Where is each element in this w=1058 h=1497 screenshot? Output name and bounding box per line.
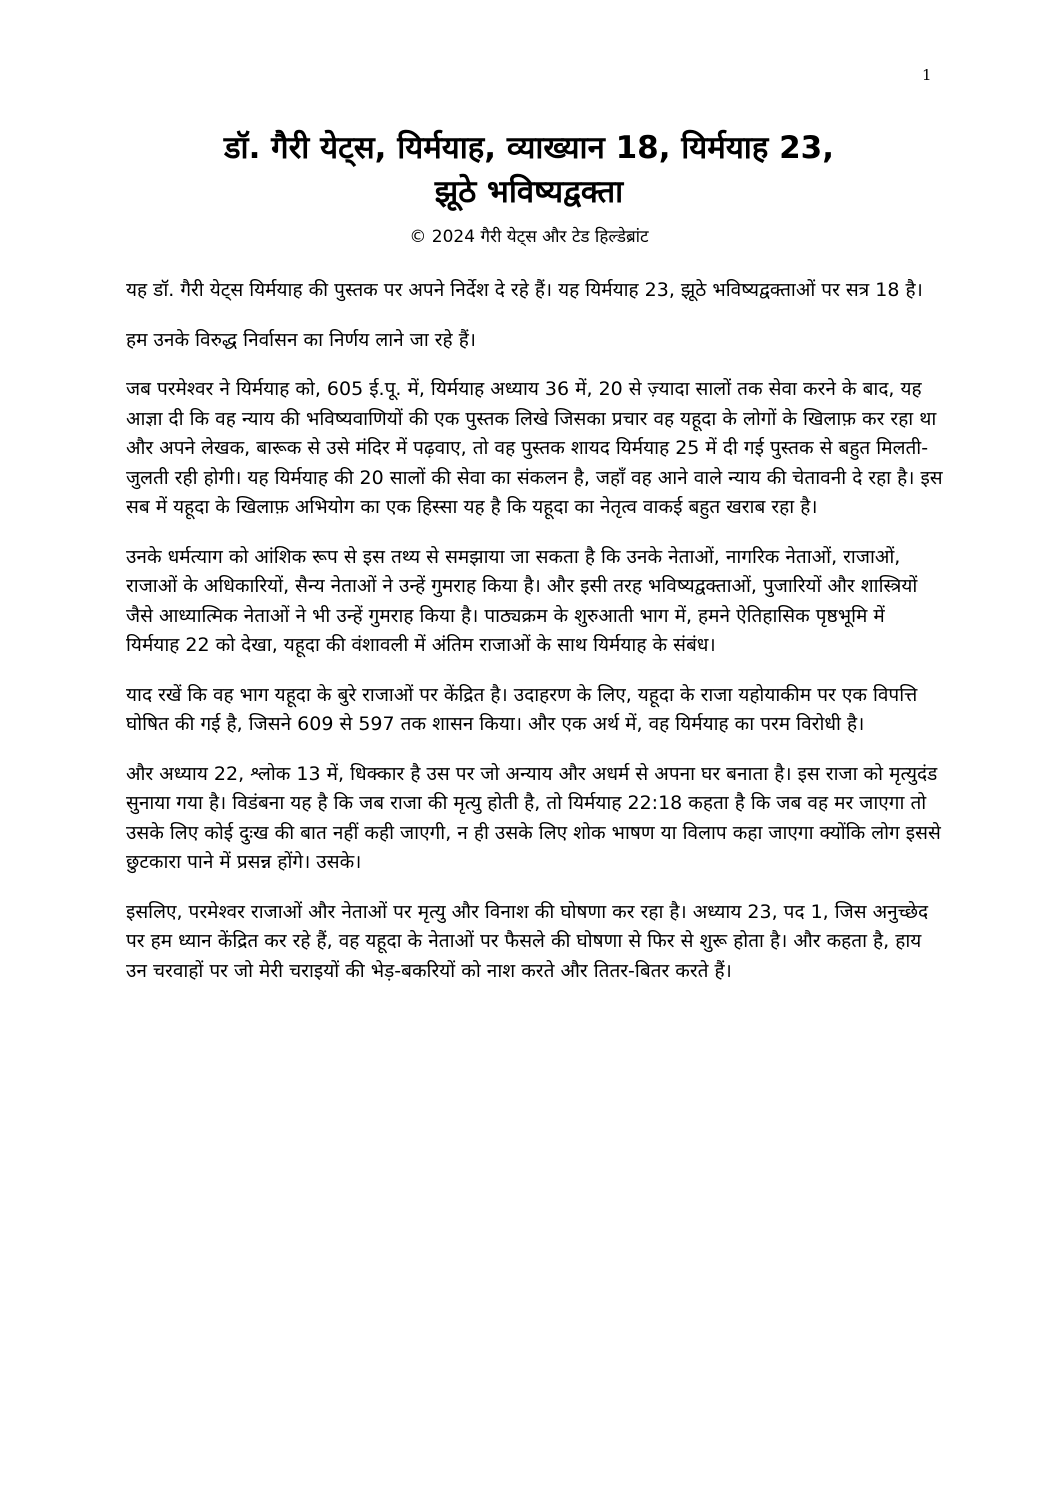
paragraph: उनके धर्मत्याग को आंशिक रूप से इस तथ्य से समझाया जा सकता है कि उनके नेताओं, नागरिक नेताओं, राजाओं, राजाओं के अधिकारियों, सैन्य नेताओं ने उन्हें गुमराह किया है। और इसी तरह भविष्यद्वक्ताओं, पुजारियों और शास्त्रियों जैसे आध्यात्मिक नेताओं ने भी उन्हें गुमराह किया है। पाठ्यक्रम के शुरुआती भाग में, हमने ऐतिहासिक पृष्ठभूमि में यिर्मयाह 22 को देखा, यहूदा की वंशावली में अंतिम राजाओं के साथ यिर्मयाह के संबंध। [126,545,918,656]
page-number: 1 [922,66,932,84]
title-line-1: डॉ. गैरी येट्स, यिर्मयाह, व्याख्यान 18, यिर्मयाह 23, [223,130,835,166]
title-line-2: झूठे भविष्यद्वक्ता [434,174,624,210]
paragraph: इसलिए, परमेश्वर राजाओं और नेताओं पर मृत्यु और विनाश की घोषणा कर रहा है। अध्याय 23, पद 1, जिस अनुच्छेद पर हम ध्यान केंद्रित कर रहे हैं, वह यहूदा के नेताओं पर फैसले की घोषणा से फिर से शुरू होता है। और कहता है, हाय उन चरवाहों पर जो मेरी चराइयों की भेड़-बकरियों को नाश करते और तितर-बितर करते हैं। [126,900,929,982]
body-text [126,276,944,1006]
paragraph: जब परमेश्वर ने यिर्मयाह को, 605 ई.पू. में, यिर्मयाह अध्याय 36 में, 20 से ज़्यादा सालों तक सेवा करने के बाद, यह आज्ञा दी कि वह न्याय की भविष्यवाणियों की एक पुस्तक लिखे जिसका प्रचार वह यहूदा के लोगों के खिलाफ़ कर रहा था और अपने लेखक, बारूक से उसे मंदिर में पढ़वाए, तो वह पुस्तक शायद यिर्मयाह 25 में दी गई पुस्तक से बहुत मिलती-जुलती रही होगी। यह यिर्मयाह की 20 सालों की सेवा का संकलन है, जहाँ वह आने वाले न्याय की चेतावनी दे रहा है। इस सब में यहूदा के खिलाफ़ अभियोग का एक हिस्सा यह है कि यहूदा का नेतृत्व वाकई बहुत खराब रहा है। [126,378,943,518]
paragraph: हम उनके विरुद्ध निर्वासन का निर्णय लाने जा रहे हैं। [126,328,476,351]
paragraph: और अध्याय 22, श्लोक 13 में, धिक्कार है उस पर जो अन्याय और अधर्म से अपना घर बनाता है। इस राजा को मृत्युदंड सुनाया गया है। विडंबना यह है कि जब राजा की मृत्यु होती है, तो यिर्मयाह 22:18 कहता है कि जब वह मर जाएगा तो उसके लिए कोई दुःख की बात नहीं कही जाएगी, न ही उसके लिए शोक भाषण या विलाप कहा जाएगा क्योंकि लोग इससे छुटकारा पाने में प्रसन्न होंगे। उसके। [126,762,941,873]
copyright-line: © 2024 गैरी येट्स और टेड हिल्डेब्रांट [409,227,649,247]
paragraph: याद रखें कि वह भाग यहूदा के बुरे राजाओं पर केंद्रित है। उदाहरण के लिए, यहूदा के राजा यहोयाकीम पर एक विपत्ति घोषित की गई है, जिसने 609 से 597 तक शासन किया। और एक अर्थ में, वह यिर्मयाह का परम विरोधी है। [126,683,918,735]
document-title [60,126,998,214]
paragraph: यह डॉ. गैरी येट्स यिर्मयाह की पुस्तक पर अपने निर्देश दे रहे हैं। यह यिर्मयाह 23, झूठे भविष्यद्वक्ताओं पर सत्र 18 है। [126,279,923,301]
